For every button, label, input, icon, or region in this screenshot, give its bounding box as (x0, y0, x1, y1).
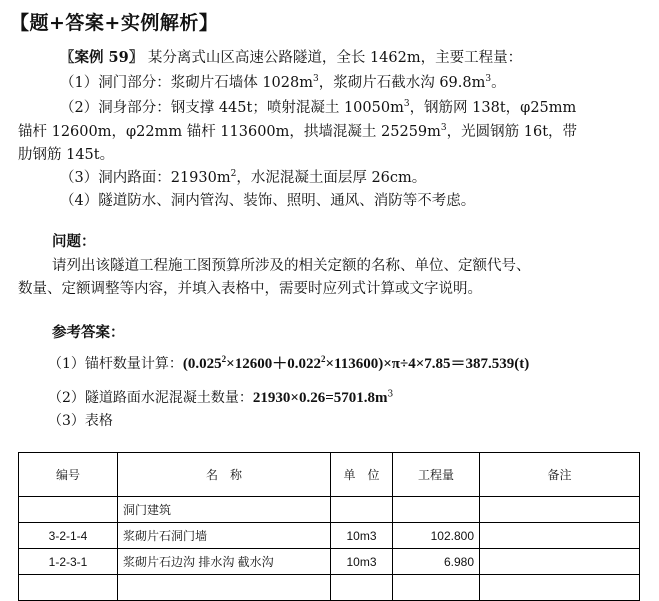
cell-code (19, 575, 118, 601)
header-quantity: 工程量 (393, 453, 480, 497)
case-item-1-text-a: （1）洞门部分：浆砌片石墙体 1028m (60, 75, 313, 91)
table-header-row (19, 453, 640, 497)
cell-unit (331, 575, 393, 601)
case-item-2-cont-text-b: ，光圆钢筋 16t，带 (446, 124, 578, 140)
case-item-3-text-b: ，水泥混凝土面层厚 26cm。 (236, 170, 427, 186)
header-unit: 单 位 (331, 453, 393, 497)
case-label: 〖案例 59〗 (60, 49, 144, 66)
superscript: 2 (221, 354, 227, 364)
superscript: 3 (440, 123, 447, 134)
case-item-4: （4）隧道防水、洞内管沟、装饰、照明、通风、消防等不考虑。 (60, 193, 476, 209)
cell-note (480, 575, 640, 601)
formula-part: ×12600＋0.022 (226, 356, 321, 372)
case-item-2-text-a: （2）洞身部分：钢支撑 445t；喷射混凝土 10050m (60, 100, 404, 116)
superscript: 2 (230, 169, 237, 180)
cell-quantity (393, 497, 480, 523)
superscript: 3 (485, 74, 492, 85)
case-item-2-end: 肋钢筋 145t。 (18, 147, 115, 163)
cell-name: 浆砌片石边沟 排水沟 截水沟 (118, 549, 331, 575)
cell-note (480, 523, 640, 549)
answer-formula-2 (48, 387, 393, 407)
cell-quantity: 102.800 (393, 523, 480, 549)
cell-unit: 10m3 (331, 549, 393, 575)
case-item-1 (60, 71, 506, 92)
page-heading: 【题+答案+实例解析】 (10, 12, 219, 34)
answer-formula-1 (48, 352, 529, 373)
answer-formula-1-prefix: （1）锚杆数量计算： (48, 356, 183, 372)
superscript: 2 (320, 354, 326, 364)
answer-formula-2-expr: 21930×0.26=5701.8m (252, 390, 388, 406)
table-row (19, 549, 640, 575)
table-row (19, 523, 640, 549)
question-label: 问题： (52, 234, 96, 250)
case-item-2-cont-text-a: 锚杆 12600m，φ22mm 锚杆 113600m，拱墙混凝土 25259m (18, 124, 441, 140)
header-note: 备注 (480, 453, 640, 497)
header-name: 名 称 (118, 453, 331, 497)
cell-name: 洞门建筑 (118, 497, 331, 523)
cell-quantity: 6.980 (393, 549, 480, 575)
cell-code: 1-2-3-1 (19, 549, 118, 575)
case-item-2-text-b: ，钢筋网 138t，φ25mm (409, 100, 577, 116)
formula-part: ×113600)×π÷4×7.85＝387.539(t) (325, 356, 530, 372)
case-intro: 某分离式山区高速公路隧道，全长 1462m，主要工程量： (147, 50, 523, 66)
cell-note (480, 549, 640, 575)
table-row (19, 575, 640, 601)
question-text-1: 请列出该隧道工程施工图预算所涉及的相关定额的名称、单位、定额代号、 (52, 258, 531, 274)
case-intro-line (60, 46, 522, 67)
header-code: 编号 (19, 453, 118, 497)
cell-code (19, 497, 118, 523)
answer-formula-1-expr (183, 356, 529, 372)
table-row (19, 497, 640, 523)
answer-formula-2-prefix: （2）隧道路面水泥混凝土数量： (48, 390, 253, 406)
case-item-1-text-c: 。 (491, 75, 506, 91)
answer-item-3: （3）表格 (48, 413, 113, 429)
case-item-3 (60, 166, 426, 187)
formula-part: (0.025 (182, 356, 222, 372)
case-item-2-cont (18, 120, 577, 141)
answer-label: 参考答案： (52, 325, 125, 341)
superscript: 3 (312, 74, 319, 85)
case-item-3-text-a: （3）洞内路面：21930m (60, 170, 231, 186)
cell-unit (331, 497, 393, 523)
cell-note (480, 497, 640, 523)
case-item-2 (60, 96, 576, 117)
cell-quantity (393, 575, 480, 601)
question-text-2: 数量、定额调整等内容，并填入表格中，需要时应列式计算或文字说明。 (18, 281, 482, 297)
superscript: 3 (387, 389, 394, 400)
cell-name: 浆砌片石洞门墙 (118, 523, 331, 549)
superscript: 3 (403, 99, 410, 110)
cell-unit: 10m3 (331, 523, 393, 549)
cell-name (118, 575, 331, 601)
case-item-1-text-b: ，浆砌片石截水沟 69.8m (318, 75, 486, 91)
cell-code: 3-2-1-4 (19, 523, 118, 549)
